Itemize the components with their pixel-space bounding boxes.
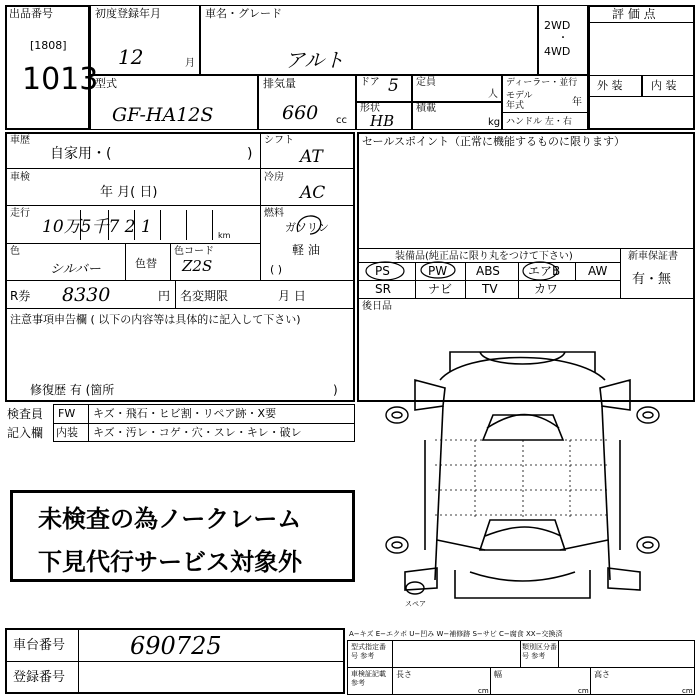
inspection-value: 年 月( 日) bbox=[100, 185, 158, 200]
type-label: 型式 bbox=[95, 77, 117, 90]
fuel-label: 燃料 bbox=[264, 208, 284, 219]
load-unit: kg bbox=[488, 117, 501, 128]
eval-box bbox=[588, 5, 695, 130]
door-label: ドア bbox=[360, 77, 380, 88]
type-value: GF-HA12S bbox=[112, 104, 214, 126]
equip-abs: ABS bbox=[476, 264, 500, 278]
notice-line2: 下見代行サービス対象外 bbox=[38, 548, 302, 576]
fw-text: キズ・飛石・ヒビ割・リペア跡・X要 bbox=[93, 407, 277, 420]
ac-value: AC bbox=[300, 183, 326, 203]
handle-label: ハンドル 左・右 bbox=[506, 117, 572, 127]
ac-label: 冷房 bbox=[264, 172, 284, 183]
equip-pw: PW bbox=[428, 264, 448, 278]
drive-2wd: 2WD bbox=[544, 19, 571, 32]
shape-label: 形状 bbox=[360, 103, 380, 114]
history-label: 車歴 bbox=[10, 135, 30, 146]
equip-sr: SR bbox=[375, 282, 391, 296]
spare-label: スペア bbox=[405, 600, 426, 608]
int-label: 内装 bbox=[56, 426, 78, 439]
drive-4wd: 4WD bbox=[544, 45, 571, 58]
repair-label: 修復歴 有 (箇所 bbox=[30, 383, 115, 397]
mileage-unit: km bbox=[218, 231, 231, 240]
repair-close: ) bbox=[333, 383, 338, 397]
height-label: 高さ bbox=[594, 670, 610, 679]
capacity-label: 定員 bbox=[416, 77, 436, 88]
disp-value: 660 bbox=[282, 102, 319, 124]
inspector-label: 検査員 bbox=[7, 407, 44, 421]
fuel-circle-mark bbox=[290, 210, 330, 240]
length-label: 長さ bbox=[396, 670, 412, 679]
mileage-value: 10万5千7 2 1 bbox=[42, 217, 152, 237]
chassis-value: 690725 bbox=[130, 632, 222, 660]
fw-label: FW bbox=[58, 407, 76, 420]
equip-circle-marks bbox=[360, 258, 560, 288]
model-label: 車名・グレード bbox=[205, 7, 282, 20]
history-close: ) bbox=[247, 146, 253, 162]
name-change-value: 月 日 bbox=[278, 289, 306, 303]
first-reg-value: 12 bbox=[118, 45, 144, 69]
int-text: キズ・汚レ・コゲ・穴・スレ・キレ・破レ bbox=[93, 426, 302, 439]
plate-label: 登録番号 bbox=[13, 670, 66, 685]
door-value: 5 bbox=[388, 76, 399, 96]
exterior-label: 外 装 bbox=[597, 79, 623, 92]
fuel-diesel: 軽 油 bbox=[292, 243, 320, 257]
selling-label: セールスポイント（正常に機能するものに限ります） bbox=[362, 135, 626, 148]
later-label: 後日品 bbox=[362, 301, 392, 312]
load-label: 積載 bbox=[416, 103, 436, 114]
month-unit: 月 bbox=[185, 58, 195, 69]
equip-label: 装備品(純正品に限り丸をつけて下さい) bbox=[395, 251, 573, 262]
recycle-label: R券 bbox=[10, 289, 31, 303]
equip-navi: ナビ bbox=[428, 282, 453, 296]
name-change-label: 名変期限 bbox=[180, 289, 229, 303]
lot-code: [1808] bbox=[30, 39, 67, 52]
fuel-paren: ( ) bbox=[270, 263, 283, 276]
drive-dot: ・ bbox=[558, 33, 568, 44]
width-label: 幅 bbox=[494, 670, 502, 679]
fuel-gasoline: ガソリン bbox=[285, 221, 329, 234]
disp-unit: cc bbox=[336, 115, 347, 126]
repaint-label: 色替 bbox=[135, 257, 157, 270]
history-value: 自家用・( bbox=[50, 146, 112, 162]
equip-ps: PS bbox=[375, 264, 390, 278]
damage-legend: A−キズ E−エクボ U−凹み W−補修跡 S−サビ C−腐食 XX−交換済 bbox=[349, 630, 563, 638]
recycle-value: 8330 bbox=[62, 284, 111, 306]
entry-label: 記入欄 bbox=[7, 426, 44, 440]
model-year-label: モデル 年式 bbox=[506, 91, 533, 111]
dealer-label: ディーラー・並行 bbox=[506, 78, 578, 88]
chassis-label: 車台番号 bbox=[13, 638, 66, 653]
color-code-label: 色コード bbox=[174, 246, 214, 257]
shift-value: AT bbox=[300, 147, 323, 167]
shape-value: HB bbox=[370, 112, 395, 130]
equip-tv: TV bbox=[482, 282, 498, 296]
shift-label: シフト bbox=[264, 135, 294, 146]
interior-label: 内 装 bbox=[651, 79, 677, 92]
color-code-value: Z2S bbox=[182, 257, 213, 275]
length-unit: cm bbox=[478, 687, 489, 695]
lot-number: 1013 bbox=[22, 62, 99, 97]
color-label: 色 bbox=[10, 246, 20, 257]
class-no-label: 類別区分番号 参考 bbox=[522, 643, 557, 660]
equip-airbag: エアB bbox=[528, 264, 561, 278]
disp-label: 排気量 bbox=[263, 77, 296, 90]
car-damage-diagram bbox=[375, 340, 675, 610]
recycle-yen: 円 bbox=[158, 289, 171, 303]
equip-leather: カワ bbox=[534, 282, 559, 296]
notes-label: 注意事項申告欄 ( 以下の内容等は具体的に記入して下さい) bbox=[10, 313, 301, 326]
width-unit: cm bbox=[578, 687, 589, 695]
warranty-label: 新車保証書 bbox=[628, 251, 678, 262]
height-unit: cm bbox=[682, 687, 693, 695]
capacity-unit: 人 bbox=[488, 89, 498, 100]
inspection-label: 車検 bbox=[10, 172, 30, 183]
eval-label: 評 価 点 bbox=[612, 7, 656, 21]
lot-label: 出品番号 bbox=[9, 7, 53, 20]
equip-aw: AW bbox=[588, 264, 608, 278]
mileage-label: 走行 bbox=[10, 208, 30, 219]
warranty-value: 有・無 bbox=[632, 272, 672, 287]
notice-line1: 未検査の為ノークレーム bbox=[38, 505, 302, 533]
type-no-label: 型式指定番号 参考 bbox=[351, 643, 386, 660]
year-unit: 年 bbox=[572, 97, 582, 108]
first-reg-label: 初度登録年月 bbox=[95, 7, 161, 20]
model-value: アルト bbox=[285, 48, 345, 72]
color-value: シルバー bbox=[50, 262, 101, 277]
cert-label: 車検証記載 参考 bbox=[351, 670, 386, 687]
